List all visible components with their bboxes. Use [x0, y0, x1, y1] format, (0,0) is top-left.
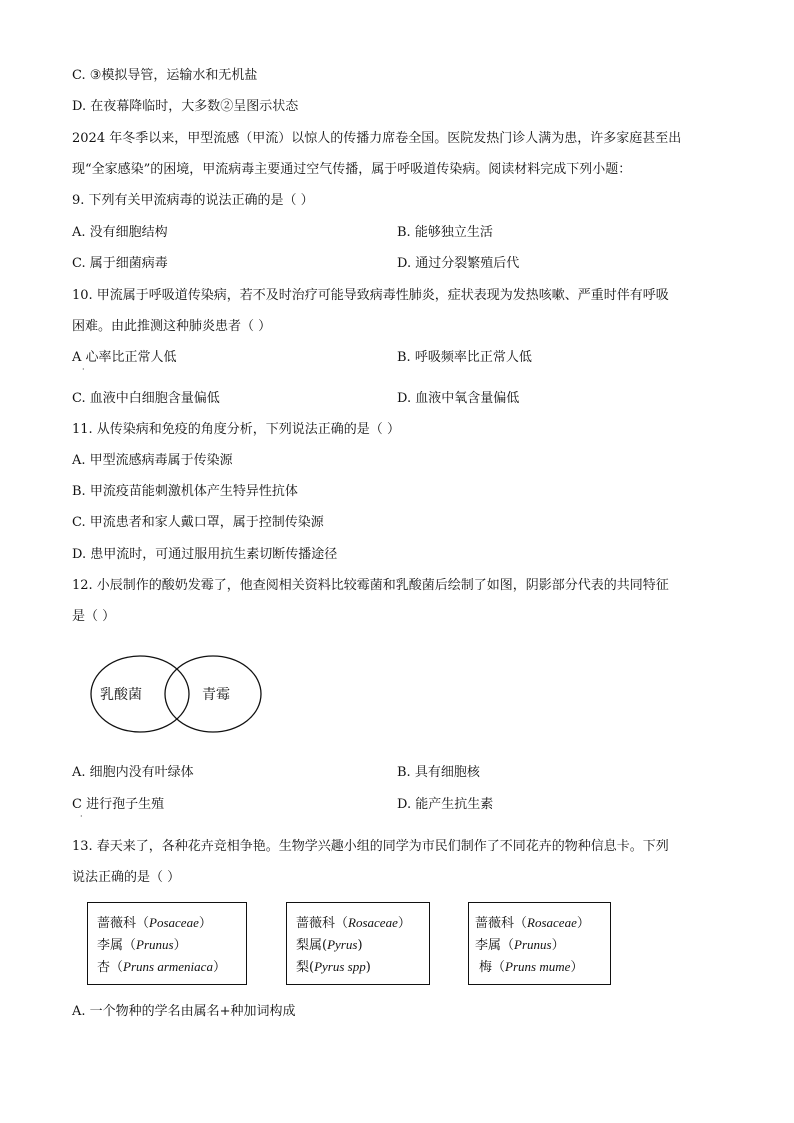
q9-option-d: D. 通过分裂繁殖后代 — [397, 256, 520, 271]
passage-line-1: 2024 年冬季以来，甲型流感（甲流）以惊人的传播力席卷全国。医院发热门诊人满为患，许多家庭甚至出 — [72, 131, 682, 146]
q12-stem-line-2: 是（ ） — [72, 609, 116, 624]
q9-option-a: A. 没有细胞结构 — [72, 225, 168, 240]
q8-option-c: C. ③模拟导管，运输水和无机盐 — [72, 68, 258, 83]
scan-dot: · — [80, 812, 83, 821]
q11-option-c: C. 甲流患者和家人戴口罩，属于控制传染源 — [72, 515, 324, 530]
card-family: 蔷薇科（Posaceae） — [97, 915, 212, 931]
q12-option-c: C 进行孢子生殖 — [72, 797, 165, 812]
species-card — [468, 902, 611, 985]
q10-option-b: B. 呼吸频率比正常人低 — [397, 350, 532, 365]
q11-stem: 11. 从传染病和免疫的角度分析，下列说法正确的是（ ） — [72, 422, 400, 437]
venn-right-label: 青霉 — [202, 687, 230, 703]
scan-dot: · — [82, 365, 85, 374]
venn-left-label: 乳酸菌 — [100, 687, 142, 703]
q9-option-c: C. 属于细菌病毒 — [72, 256, 168, 271]
passage-line-2: 现“全家感染”的困境，甲流病毒主要通过空气传播，属于呼吸道传染病。阅读材料完成下列小题： — [72, 162, 632, 177]
q8-option-d: D. 在夜幕降临时，大多数②呈图示状态 — [72, 99, 299, 114]
q11-option-b: B. 甲流疫苗能刺激机体产生特异性抗体 — [72, 484, 298, 499]
card-species: 梅（Pruns mume） — [479, 959, 584, 975]
q11-option-a: A. 甲型流感病毒属于传染源 — [72, 453, 233, 468]
q9-stem: 9. 下列有关甲流病毒的说法正确的是（ ） — [72, 193, 314, 208]
q10-stem-line-1: 10. 甲流属于呼吸道传染病，若不及时治疗可能导致病毒性肺炎，症状表现为发热咳嗽、严重时伴有呼吸 — [72, 288, 669, 303]
card-family: 蔷薇科（Rosaceae） — [475, 915, 590, 931]
q13-stem-line-1: 13. 春天来了，各种花卉竞相争艳。生物学兴趣小组的同学为市民们制作了不同花卉的物种信息卡。下列 — [72, 839, 669, 854]
q12-stem-line-1: 12. 小辰制作的酸奶发霉了，他查阅相关资料比较霉菌和乳酸菌后绘制了如图，阴影部分代表的共同特征 — [72, 578, 669, 593]
card-family: 蔷薇科（Rosaceae） — [296, 915, 411, 931]
q12-option-d: D. 能产生抗生素 — [397, 797, 494, 812]
q10-stem-line-2: 困难。由此推测这种肺炎患者（ ） — [72, 319, 272, 334]
q9-option-b: B. 能够独立生活 — [397, 225, 493, 240]
card-genus: 梨属(Pyrus) — [296, 937, 363, 953]
card-genus: 李属（Prunus） — [475, 937, 565, 953]
q10-option-c: C. 血液中白细胞含量偏低 — [72, 391, 220, 406]
q12-option-b: B. 具有细胞核 — [397, 765, 480, 780]
q13-option-a: A. 一个物种的学名由属名+种加词构成 — [72, 1004, 296, 1019]
card-species: 杏（Pruns armeniaca） — [97, 959, 226, 975]
card-species: 梨(Pyrus spp) — [296, 959, 371, 975]
species-card — [286, 902, 430, 985]
q11-option-d: D. 患甲流时，可通过服用抗生素切断传播途径 — [72, 547, 338, 562]
q13-stem-line-2: 说法正确的是（ ） — [72, 870, 181, 885]
species-card — [87, 902, 247, 985]
q10-option-a: A 心率比正常人低 — [72, 350, 177, 365]
q12-option-a: A. 细胞内没有叶绿体 — [72, 765, 194, 780]
venn-diagram — [88, 652, 268, 742]
q10-option-d: D. 血液中氧含量偏低 — [397, 391, 520, 406]
card-genus: 李属（Prunus） — [97, 937, 187, 953]
